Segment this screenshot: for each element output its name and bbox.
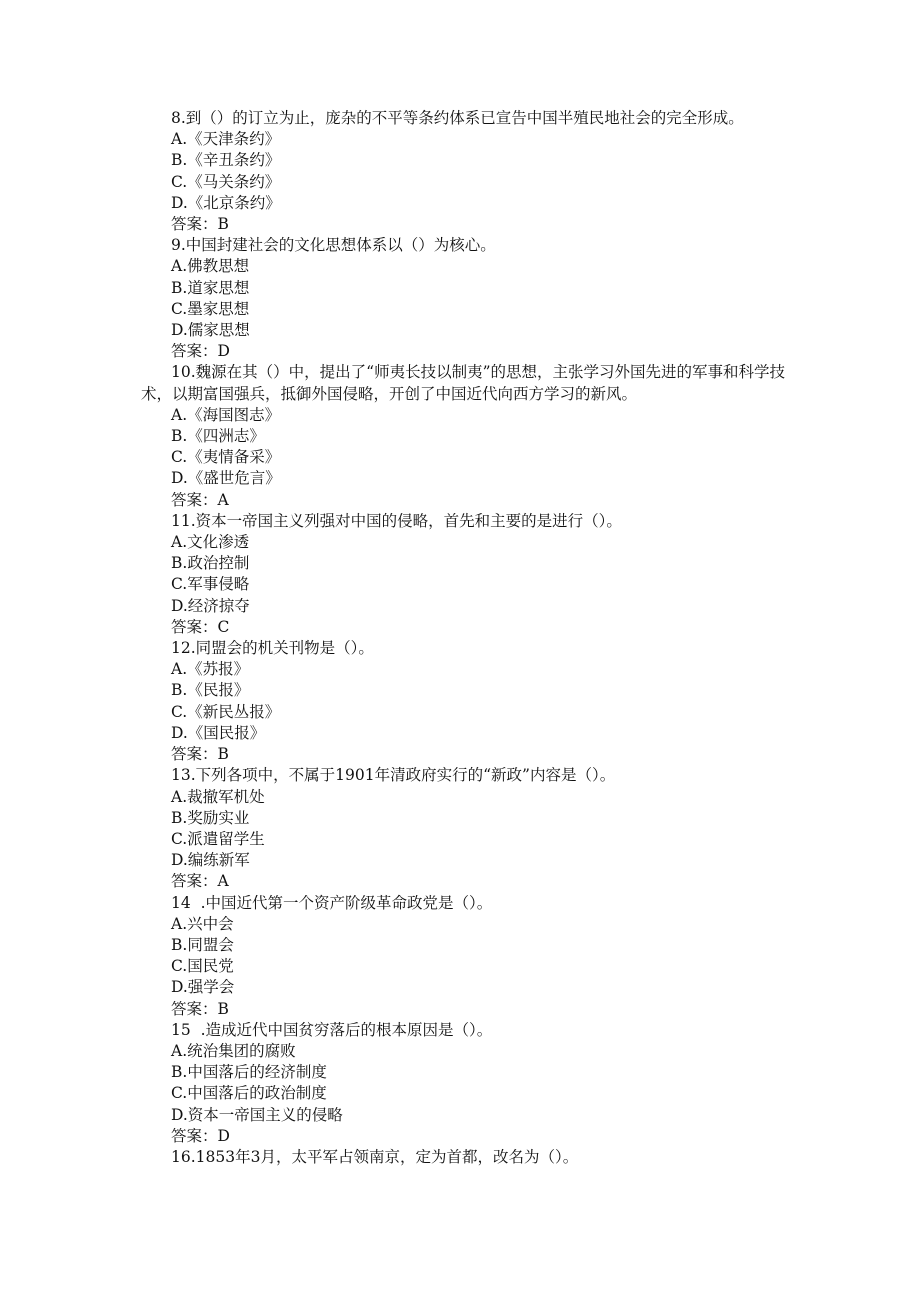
option-a: A.《海国图志》 (171, 405, 281, 424)
option-d: D.《盛世危言》 (171, 469, 281, 488)
question-15 (141, 1020, 791, 1147)
option-c: C.《新民丛报》 (171, 702, 281, 721)
option-d: D.强学会 (171, 978, 235, 997)
option-b: B.政治控制 (171, 554, 250, 573)
option-c: C.军事侵略 (171, 575, 250, 594)
option-d: D.儒家思想 (171, 321, 250, 340)
question-16 (141, 1147, 791, 1168)
option-d: D.编练新军 (171, 851, 250, 870)
answer-line: 答案：B (171, 745, 229, 764)
answer-line: 答案：D (171, 342, 230, 361)
option-b: B.中国落后的经济制度 (171, 1063, 327, 1082)
question-13 (141, 765, 791, 892)
option-c: C.墨家思想 (171, 299, 250, 318)
option-d: D.《北京条约》 (171, 193, 281, 212)
option-c: C.国民党 (171, 957, 234, 976)
question-stem: 13.下列各项中，不属于1901年清政府实行的“新政”内容是（）。 (171, 766, 616, 785)
answer-line: 答案：D (171, 1126, 230, 1145)
question-stem: 8.到（）的订立为止，庞杂的不平等条约体系已宣告中国半殖民地社会的完全形成。 (171, 109, 744, 127)
answer-line: 答案：B (171, 215, 229, 234)
option-b: B.《民报》 (171, 681, 250, 700)
question-stem: 14 .中国近代第一个资产阶级革命政党是（）。 (171, 893, 493, 912)
question-12 (141, 638, 791, 765)
answer-line: 答案：A (171, 490, 229, 509)
question-8 (141, 108, 791, 235)
question-14 (141, 893, 791, 1020)
question-10 (141, 362, 791, 510)
question-11 (141, 511, 791, 638)
option-b: B.奖励实业 (171, 808, 250, 827)
option-d: D.《国民报》 (171, 723, 266, 742)
option-b: B.同盟会 (171, 935, 234, 954)
question-stem: 16.1853年3月，太平军占领南京，定为首都，改名为（）。 (171, 1147, 579, 1166)
question-stem: 11.资本一帝国主义列强对中国的侵略，首先和主要的是进行（）。 (171, 511, 622, 530)
question-stem: 12.同盟会的机关刊物是（）。 (171, 639, 374, 658)
option-a: A.裁撤军机处 (171, 787, 265, 806)
question-list (141, 108, 791, 1168)
option-b: B.《辛丑条约》 (171, 151, 281, 170)
option-a: A.兴中会 (171, 914, 234, 933)
question-stem: 9.中国封建社会的文化思想体系以（）为核心。 (171, 236, 496, 255)
option-a: A.佛教思想 (171, 257, 250, 276)
option-a: A.文化渗透 (171, 533, 250, 552)
option-c: C.中国落后的政治制度 (171, 1084, 327, 1103)
option-c: C.派遣留学生 (171, 829, 265, 848)
option-a: A.《苏报》 (171, 660, 250, 679)
question-9 (141, 235, 791, 362)
option-b: B.《四洲志》 (171, 427, 265, 446)
option-d: D.经济掠夺 (171, 596, 250, 615)
option-b: B.道家思想 (171, 278, 250, 297)
answer-line: 答案：A (171, 872, 229, 891)
option-d: D.资本一帝国主义的侵略 (171, 1105, 343, 1124)
question-stem: 10.魏源在其（）中，提出了“师夷长技以制夷”的思想，主张学习外国先进的军事和科学技术，以期富国强兵，抵御外国侵略，开创了中国近代向西方学习的新风。 (141, 363, 786, 403)
option-a: A.统治集团的腐败 (171, 1041, 296, 1060)
option-c: C.《夷情备采》 (171, 448, 281, 467)
option-c: C.《马关条约》 (171, 172, 281, 191)
question-stem: 15 .造成近代中国贫穷落后的根本原因是（）。 (171, 1020, 493, 1039)
answer-line: 答案：C (171, 617, 230, 636)
option-a: A.《天津条约》 (171, 130, 281, 149)
answer-line: 答案：B (171, 999, 229, 1018)
